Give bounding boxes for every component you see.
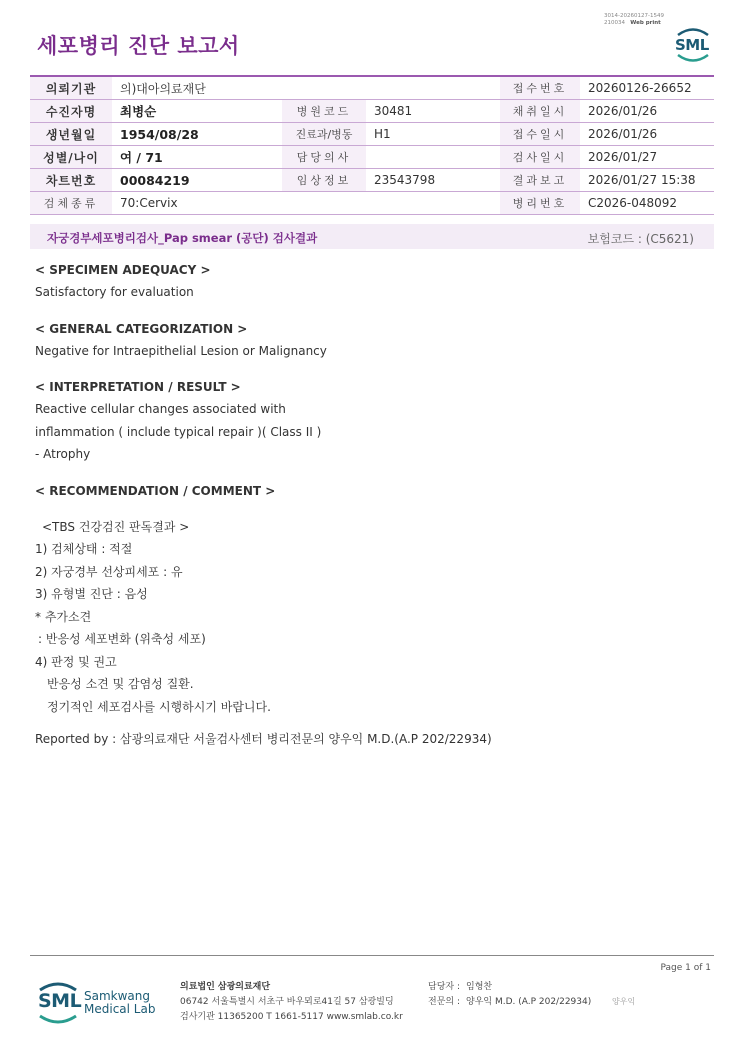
label-sex-age: 성별/나이	[30, 146, 112, 169]
label-receipt-date: 접수일시	[500, 123, 580, 146]
patient-info-table	[30, 75, 714, 215]
print-code-number: 210034	[604, 20, 625, 26]
value-birth-date: 1954/08/28	[112, 123, 282, 146]
value-receipt-number: 20260126-26652	[580, 76, 714, 100]
comment-item: 2) 자궁경부 선상피세포 : 유	[35, 564, 183, 579]
label-patient-name: 수진자명	[30, 100, 112, 123]
specialist-label: 전문의 :	[428, 997, 460, 1007]
lab-brand-line2: Medical Lab	[84, 1002, 156, 1016]
label-pathology-number: 병리번호	[500, 192, 580, 215]
test-name: 자궁경부세포병리검사_Pap smear (공단) 검사결과	[47, 231, 318, 245]
interpretation-line: - Atrophy	[35, 447, 91, 461]
organization-address: 06742 서울특별시 서초구 바우뫼로41길 57 삼광빌딩	[180, 997, 394, 1007]
info-row	[30, 169, 714, 192]
category-heading: < GENERAL CATEGORIZATION >	[35, 321, 248, 336]
page-number: Page 1 of 1	[660, 963, 711, 973]
extra-finding-title: * 추가소견	[35, 609, 92, 624]
value-specimen-type: 70:Cervix	[112, 192, 500, 215]
value-requesting-institution: 의)대아의료재단	[112, 76, 500, 100]
tbs-title: <TBS 건강검진 판독결과 >	[42, 519, 190, 534]
value-department: H1	[366, 123, 500, 146]
value-clinical-info: 23543798	[366, 169, 500, 192]
value-collection-date: 2026/01/26	[580, 100, 714, 123]
value-pathology-number: C2026-048092	[580, 192, 714, 215]
organization-info	[180, 980, 403, 1025]
sml-logo-top	[672, 26, 714, 64]
sml-logo-text: SML	[675, 36, 709, 54]
staff-label: 담당자 :	[428, 982, 460, 992]
label-receipt-number: 접수번호	[500, 76, 580, 100]
value-doctor	[366, 146, 500, 169]
sml-logo-text: SML	[38, 990, 82, 1012]
info-row	[30, 123, 714, 146]
specialist-signature: 양우익	[612, 997, 636, 1006]
comment-item: 4) 판정 및 권고	[35, 654, 117, 669]
label-result-report: 결과보고	[500, 169, 580, 192]
adequacy-heading: < SPECIMEN ADEQUACY >	[35, 263, 211, 277]
label-birth-date: 생년월일	[30, 123, 112, 146]
interpretation-line: Reactive cellular changes associated with	[35, 402, 286, 416]
value-hospital-code: 30481	[366, 100, 500, 123]
value-result-report: 2026/01/27 15:38	[580, 169, 714, 192]
staff-name: 임형찬	[466, 982, 493, 992]
label-department: 진료과/병동	[282, 123, 366, 146]
lab-brand-line1: Samkwang	[84, 989, 150, 1003]
comment-item: 1) 검체상태 : 적절	[35, 542, 133, 556]
organization-name: 의료법인 삼광의료재단	[180, 982, 271, 992]
report-body	[35, 262, 705, 754]
advice-line: 정기적인 세포검사를 시행하시기 바랍니다.	[47, 699, 271, 714]
lab-brand-name	[84, 990, 155, 1016]
label-clinical-info: 임상정보	[282, 169, 366, 192]
category-text: Negative for Intraepithelial Lesion or Malignancy	[35, 343, 327, 358]
specialist-name: 양우익 M.D. (A.P 202/22934)	[466, 997, 592, 1007]
advice-line: 반응성 소견 및 감염성 질환.	[47, 677, 194, 691]
extra-finding-text: : 반응성 세포변화 (위축성 세포)	[38, 632, 206, 646]
print-code-line1: 3014-20260127-1549	[604, 13, 664, 19]
web-print-label: Web print	[630, 20, 661, 26]
label-chart-number: 차트번호	[30, 169, 112, 192]
organization-contact: 검사기관 11365200 T 1661-5117 www.smlab.co.kr	[180, 1012, 403, 1022]
label-collection-date: 채취일시	[500, 100, 580, 123]
value-chart-number: 00084219	[112, 169, 282, 192]
label-doctor: 담당의사	[282, 146, 366, 169]
footer-divider	[30, 955, 714, 956]
value-sex-age: 여 / 71	[112, 146, 282, 169]
info-row	[30, 192, 714, 215]
staff-info	[428, 980, 591, 1010]
info-row	[30, 100, 714, 123]
value-test-date: 2026/01/27	[580, 146, 714, 169]
value-patient-name: 최병순	[112, 100, 282, 123]
reported-by: Reported by : 삼광의료재단 서울검사센터 병리전문의 양우익 M.D.(A.P 202/22934)	[35, 732, 492, 746]
print-code	[604, 13, 664, 27]
interpretation-line: inflammation ( include typical repair )( Class II )	[35, 424, 322, 439]
recommendation-heading: < RECOMMENDATION / COMMENT >	[35, 483, 276, 498]
info-row	[30, 146, 714, 169]
label-requesting-institution: 의뢰기관	[30, 76, 112, 100]
value-receipt-date: 2026/01/26	[580, 123, 714, 146]
report-title: 세포병리 진단 보고서	[37, 34, 240, 58]
interpretation-heading: < INTERPRETATION / RESULT >	[35, 380, 241, 394]
test-title-bar	[30, 224, 714, 249]
comment-item: 3) 유형별 진단 : 음성	[35, 587, 148, 601]
label-test-date: 검사일시	[500, 146, 580, 169]
label-hospital-code: 병원코드	[282, 100, 366, 123]
adequacy-text: Satisfactory for evaluation	[35, 285, 194, 299]
info-row	[30, 76, 714, 100]
label-specimen-type: 검체종류	[30, 192, 112, 215]
sml-logo-bottom	[36, 980, 166, 1026]
insurance-code: 보험코드 : (C5621)	[587, 232, 694, 246]
